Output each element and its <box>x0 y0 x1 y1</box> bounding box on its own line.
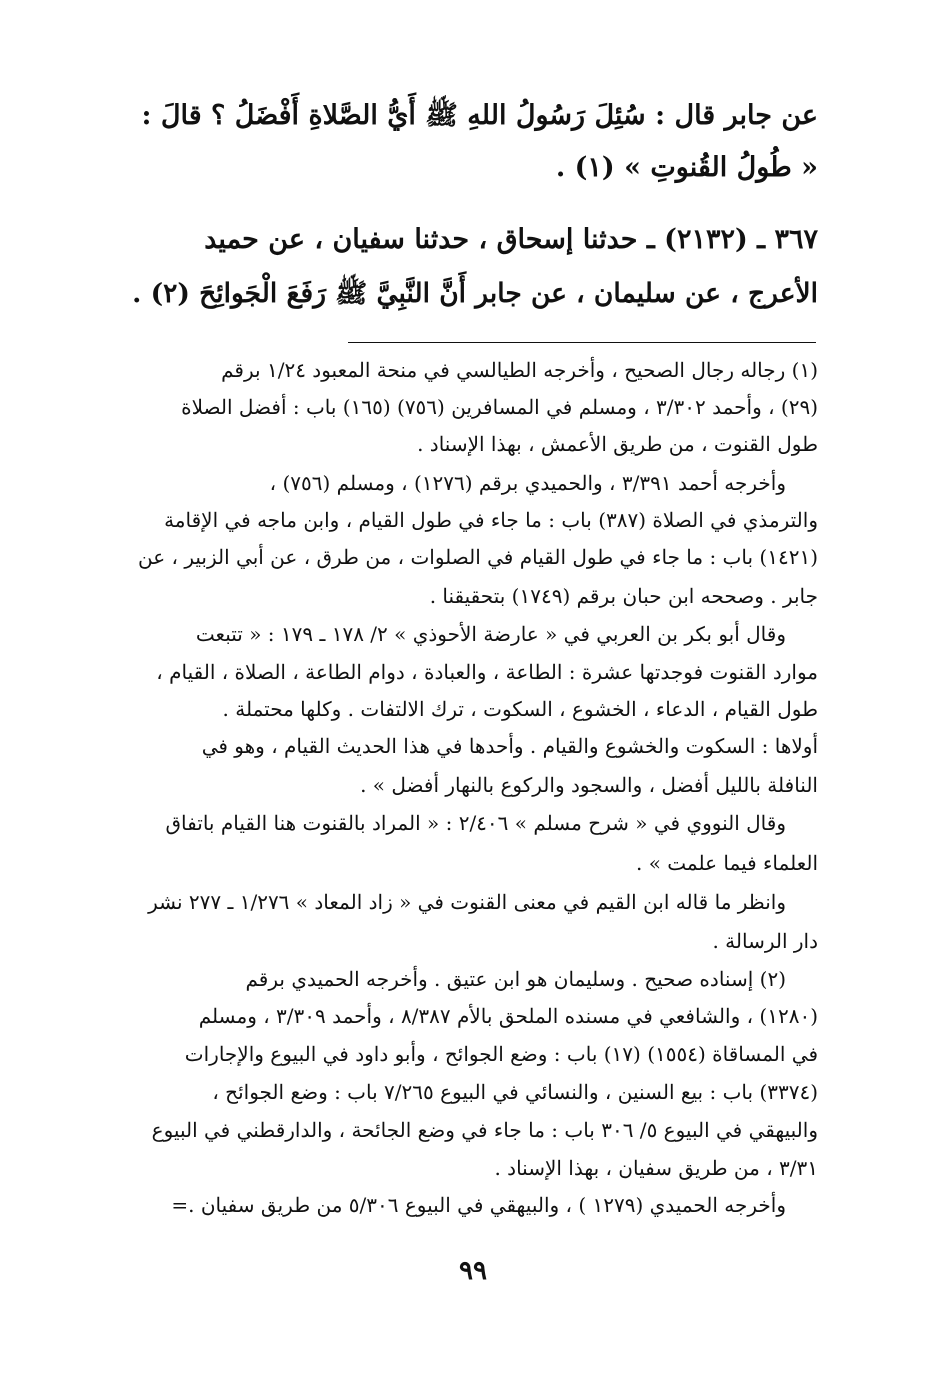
footnote-line: طول القنوت ، من طريق الأعمش ، بهذا الإسناد . <box>417 432 818 456</box>
footnote-line: دار الرسالة . <box>712 929 818 953</box>
footnote-line: طول القيام ، الدعاء ، الخشوع ، السكوت ، ترك الالتفات . وكلها محتملة . <box>222 697 818 721</box>
footnote-line: والبيهقي في البيوع ٥/ ٣٠٦ باب : ما جاء في وضع الجائحة ، والدارقطني في البيوع <box>151 1118 818 1142</box>
footnote-line: أولاها : السكوت والخشوع والقيام . وأحدها في هذا الحديث القيام ، وهو في <box>201 734 818 758</box>
footnote-line: (١٤٢١) باب : ما جاء في طول القيام في الصلوات ، من طرق ، عن أبي الزبير ، عن <box>138 545 818 569</box>
footnote-line: (١٢٨٠) ، والشافعي في مسنده الملحق بالأم ٨/٣٨٧ ، وأحمد ٣/٣٠٩ ، ومسلم <box>198 1004 818 1028</box>
hadith-line: عن جابر قال : سُئِلَ رَسُولُ اللهِ ﷺ أَيُّ الصَّلاةِ أَفْضَلُ ؟ قالَ : <box>141 100 818 131</box>
footnote-line: جابر . وصححه ابن حبان برقم (١٧٤٩) بتحقيقنا . <box>429 584 818 608</box>
footnote-line: وانظر ما قاله ابن القيم في معنى القنوت في « زاد المعاد » ١/٢٧٦ ـ ٢٧٧ نشر <box>148 890 786 914</box>
hadith-line: « طُولُ القُنوتِ » (١) . <box>555 152 818 183</box>
footnote-line: العلماء فيما علمت » . <box>635 851 818 875</box>
hadith-heading-line: ٣٦٧ ـ (٢١٣٢) ـ حدثنا إسحاق ، حدثنا سفيان ، عن حميد <box>204 224 818 255</box>
page-number: ٩٩ <box>459 1256 487 1286</box>
footnote-separator <box>348 342 816 343</box>
footnote-line: وأخرجه الحميدي (١٢٧٩ ) ، والبيهقي في البيوع ٥/٣٠٦ من طريق سفيان .= <box>171 1193 786 1217</box>
footnote-line: (٢٩) ، وأحمد ٣/٣٠٢ ، ومسلم في المسافرين (٧٥٦) (١٦٥) باب : أفضل الصلاة <box>181 395 818 419</box>
footnote-line: وقال النووي في « شرح مسلم » ٢/٤٠٦ : « المراد بالقنوت هنا القيام باتفاق <box>165 811 786 835</box>
footnote-line: موارد القنوت فوجدتها عشرة : الطاعة ، والعبادة ، دوام الطاعة ، الصلاة ، القيام ، <box>156 660 818 684</box>
footnote-line: النافلة بالليل أفضل ، والسجود والركوع بالنهار أفضل » . <box>360 773 818 797</box>
footnote-line: (١) رجاله رجال الصحيح ، وأخرجه الطيالسي في منحة المعبود ١/٢٤ برقم <box>221 358 818 382</box>
hadith-line: الأعرج ، عن سليمان ، عن جابر أَنَّ النَّبِيَّ ﷺ رَفَعَ الْجَوائِحَ (٢) . <box>132 278 818 309</box>
footnote-line: والترمذي في الصلاة (٣٨٧) باب : ما جاء في طول القيام ، وابن ماجه في الإقامة <box>164 508 818 532</box>
footnote-line: في المساقاة (١٥٥٤) (١٧) باب : وضع الجوائح ، وأبو داود في البيوع والإجارات <box>184 1042 818 1066</box>
footnote-line: وقال أبو بكر بن العربي في « عارضة الأحوذي » ٢/ ١٧٨ ـ ١٧٩ : « تتبعت <box>195 622 786 646</box>
footnote-line: (٢) إسناده صحيح . وسليمان هو ابن عتيق . وأخرجه الحميدي برقم <box>245 967 786 991</box>
footnote-line: وأخرجه أحمد ٣/٣٩١ ، والحميدي برقم (١٢٧٦) ، ومسلم (٧٥٦) ، <box>269 471 786 495</box>
footnote-line: (٣٣٧٤) باب : بيع السنين ، والنسائي في البيوع ٧/٢٦٥ باب : وضع الجوائح ، <box>212 1080 818 1104</box>
footnote-line: ٣/٣١ ، من طريق سفيان ، بهذا الإسناد . <box>494 1156 818 1180</box>
